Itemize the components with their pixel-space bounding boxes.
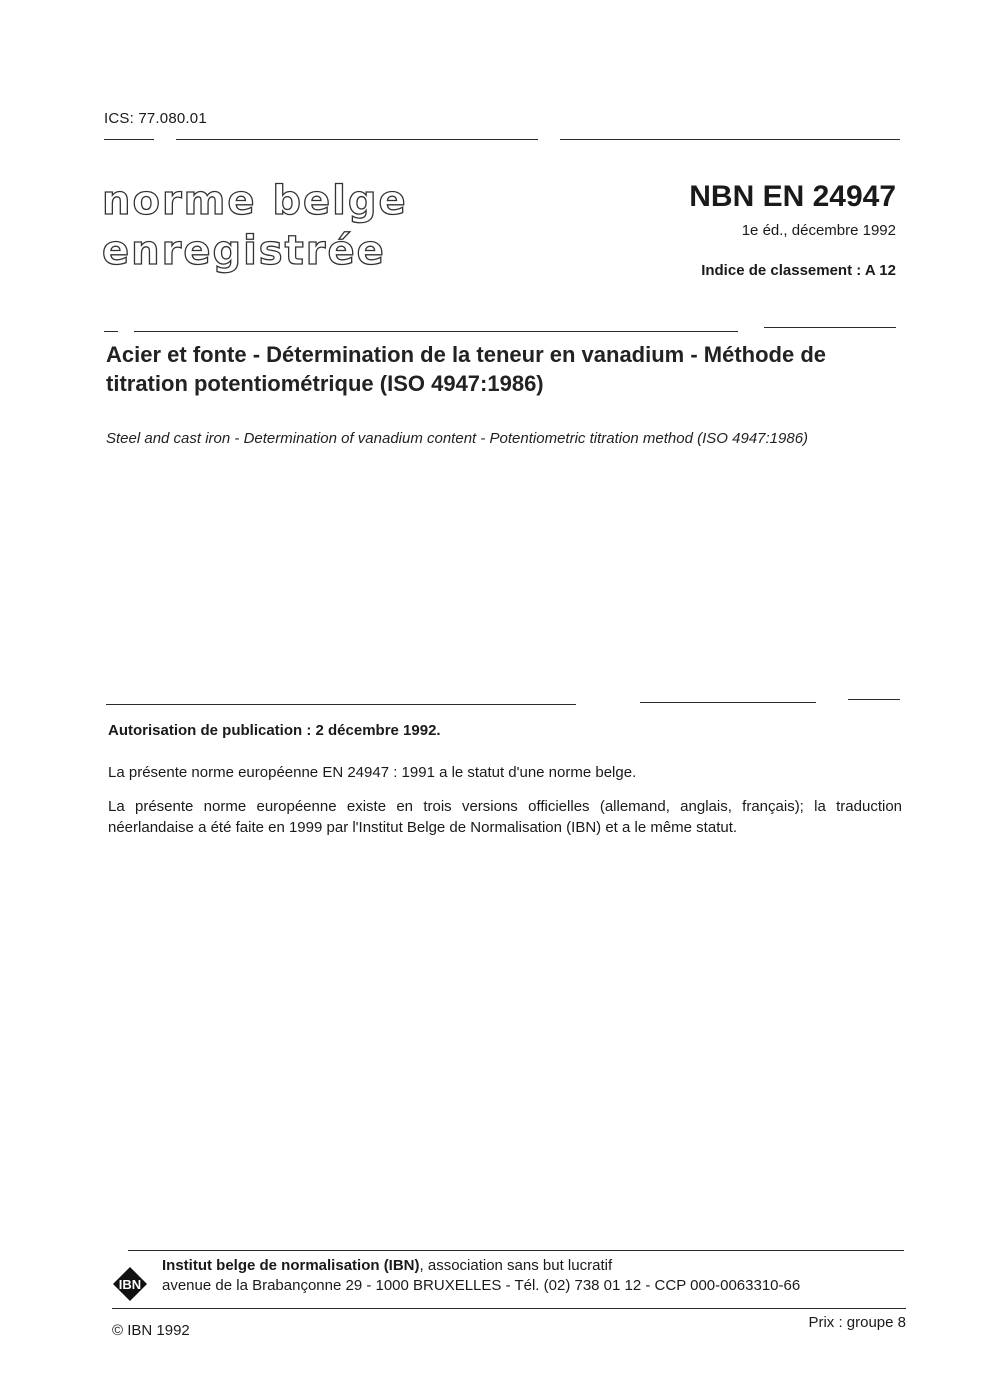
section-rule-segment (640, 702, 816, 703)
french-title: Acier et fonte - Détermination de la teneur en vanadium - Méthode de titration potentiométrique (ISO 4947:1986) (106, 342, 827, 396)
ibn-logo-text: IBN (118, 1277, 142, 1292)
section-rule-segment (106, 704, 576, 705)
english-title: Steel and cast iron - Determination of vanadium content - Potentiometric titration method (ISO 4947:1986) (106, 430, 809, 447)
status-paragraph: La présente norme européenne EN 24947 : 1991 a le statut d'une norme belge. (108, 764, 637, 781)
classification-index: Indice de classement : A 12 (701, 262, 896, 279)
ibn-logo-icon (112, 1266, 148, 1302)
footer-rule (128, 1250, 904, 1251)
publication-authorization: Autorisation de publication : 2 décembre 1992. (108, 722, 441, 739)
institute-address: avenue de la Brabançonne 29 - 1000 BRUXELLES - Tél. (02) 738 01 12 - CCP 000-0063310-66 (162, 1277, 801, 1294)
top-rule-segment (176, 139, 538, 140)
institute-name: Institut belge de normalisation (IBN) (162, 1257, 420, 1274)
ics-code: ICS: 77.080.01 (104, 110, 207, 127)
footer-rule-bottom (112, 1308, 906, 1309)
edition-info: 1e éd., décembre 1992 (741, 222, 896, 239)
enregistree-logo: enregistrée (102, 228, 386, 274)
institute-line (162, 1257, 612, 1274)
standard-number: NBN EN 24947 (689, 180, 896, 213)
norme-belge-logo: norme belge (102, 178, 408, 224)
title-rule-segment (134, 331, 738, 332)
top-rule-segment (560, 139, 900, 140)
title-rule-segment (104, 331, 118, 332)
price-group: Prix : groupe 8 (808, 1314, 906, 1331)
copyright: © IBN 1992 (112, 1322, 190, 1339)
top-rule-segment (104, 139, 154, 140)
section-rule-segment (848, 699, 900, 700)
versions-paragraph: La présente norme européenne existe en trois versions officielles (allemand, anglais, français); la traduction néerlandaise a été faite en 1999 par l'Institut Belge de Normalisation (IBN) et a le même statut. (108, 798, 902, 836)
institute-description: , association sans but lucratif (419, 1257, 613, 1274)
title-rule-segment (764, 327, 896, 328)
